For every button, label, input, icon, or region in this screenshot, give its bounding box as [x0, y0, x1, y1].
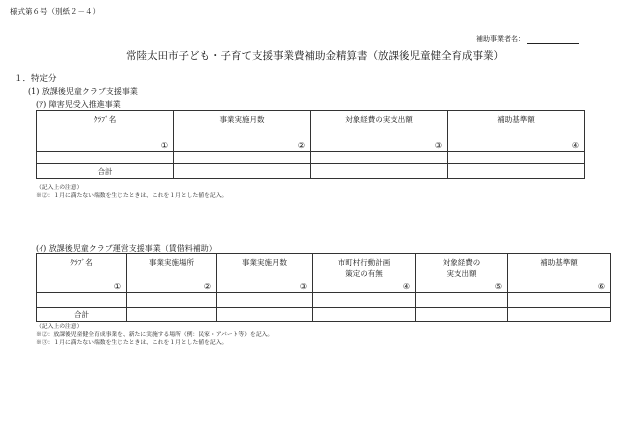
- table-total-row: [37, 164, 585, 179]
- cell-input[interactable]: [127, 308, 217, 322]
- header-actual-expense: 対象経費の実支出額 ③: [311, 111, 448, 152]
- header-location: 事業実施場所 ②: [127, 254, 217, 293]
- header-club-name: ｸﾗﾌﾞ名 ①: [37, 111, 174, 152]
- cell-input[interactable]: [311, 152, 448, 164]
- header-standard-amount: 補助基準額 ④: [448, 111, 585, 152]
- cell-input[interactable]: [174, 152, 311, 164]
- cell-input[interactable]: [416, 308, 508, 322]
- note-line: ※②：１月に満たない端数を生じたときは、これを１月とした値を記入。: [36, 193, 228, 199]
- table-total-row: [37, 308, 611, 322]
- header-months: 事業実施月数 ②: [174, 111, 311, 152]
- header-standard-amount: 補助基準額 ⑥: [508, 254, 611, 293]
- table-row: [37, 293, 611, 308]
- cell-input[interactable]: [508, 308, 611, 322]
- total-label: 合計: [37, 308, 127, 322]
- cell-input[interactable]: [174, 164, 311, 179]
- header-action-plan: 市町村行動計画 策定の有無 ④: [313, 254, 416, 293]
- header-club-name: ｸﾗﾌﾞ名 ①: [37, 254, 127, 293]
- section-heading: １．特定分: [14, 74, 57, 84]
- table-header-row: [37, 254, 611, 293]
- header-months: 事業実施月数 ③: [217, 254, 313, 293]
- part-a-notes: [36, 184, 227, 200]
- document-title: 常陸太田市子ども・子育て支援事業費補助金精算書（放課後児童健全育成事業）: [126, 50, 504, 62]
- table-header-row: [37, 111, 585, 152]
- recipient-field: [476, 34, 579, 44]
- cell-input[interactable]: [37, 293, 127, 308]
- note-line: （記入上の注意）: [36, 185, 83, 191]
- recipient-name-line[interactable]: [527, 35, 579, 44]
- table-row: [37, 152, 585, 164]
- cell-input[interactable]: [127, 293, 217, 308]
- cell-input[interactable]: [448, 164, 585, 179]
- subsection-heading: (1) 放課後児童クラブ支援事業: [28, 87, 138, 96]
- cell-input[interactable]: [313, 308, 416, 322]
- note-line: ※②：放課後児童健全育成事業を、新たに実施する場所（例：民家・アパート等）を記入。: [36, 332, 274, 338]
- table-part-a: [36, 110, 585, 179]
- header-actual-expense: 対象経費の 実支出額 ⑤: [416, 254, 508, 293]
- cell-input[interactable]: [217, 308, 313, 322]
- cell-input[interactable]: [37, 152, 174, 164]
- cell-input[interactable]: [311, 164, 448, 179]
- table-part-b: [36, 253, 611, 322]
- note-line: （記入上の注意）: [36, 324, 83, 330]
- cell-input[interactable]: [313, 293, 416, 308]
- part-b-notes: [36, 323, 273, 347]
- cell-input[interactable]: [217, 293, 313, 308]
- cell-input[interactable]: [448, 152, 585, 164]
- part-a-heading: (ｱ) 障害児受入推進事業: [36, 100, 121, 109]
- recipient-label: 補助事業者名：: [476, 35, 525, 43]
- part-b-heading: (ｲ) 放課後児童クラブ運営支援事業（賃借料補助）: [36, 244, 217, 253]
- cell-input[interactable]: [416, 293, 508, 308]
- total-label: 合計: [37, 164, 174, 179]
- cell-input[interactable]: [508, 293, 611, 308]
- note-line: ※③：１月に満たない端数を生じたときは、これを１月とした値を記入。: [36, 340, 228, 346]
- form-number: 様式第６号（別紙２－４）: [10, 7, 100, 16]
